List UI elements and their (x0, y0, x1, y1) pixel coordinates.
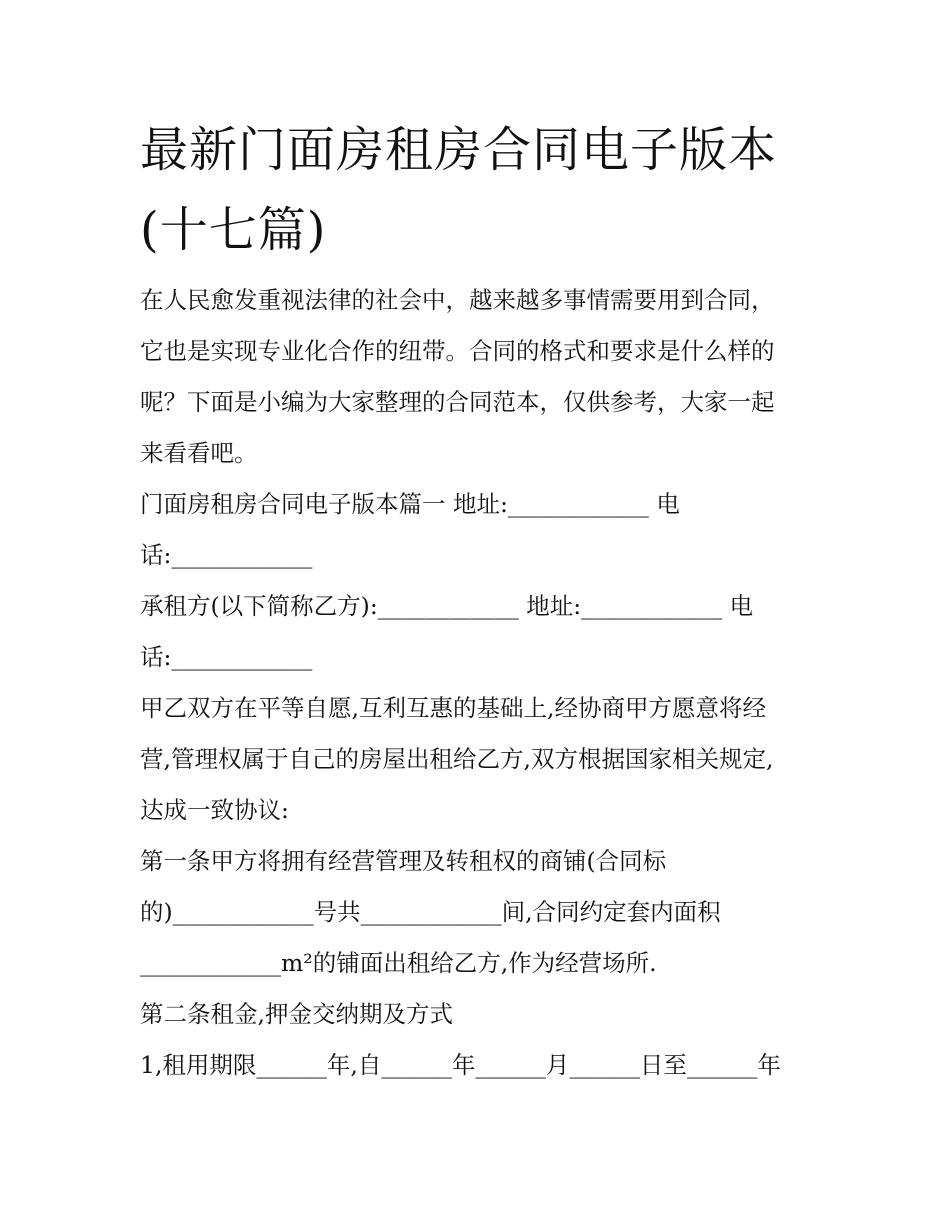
agreement-line-1: 甲乙双方在平等自愿,互利互惠的基础上,经协商甲方愿意将经 (140, 694, 766, 722)
lessee-phone-line: 话:____________ (140, 643, 313, 671)
article-1-line-2: 的)____________号共____________间,合同约定套内面积 (140, 898, 721, 926)
article-2-term-line: 1,租用期限______年,自______年______月______日至______年 (140, 1051, 781, 1079)
intro-line-4: 来看看吧。 (140, 439, 258, 467)
article-1-line-3: ____________m²的铺面出租给乙方,作为经营场所. (140, 949, 657, 977)
lessor-phone-line: 话:____________ (140, 541, 313, 569)
intro-line-3: 呢？下面是小编为大家整理的合同范本，仅供参考，大家一起 (140, 388, 775, 416)
agreement-line-2: 营,管理权属于自己的房屋出租给乙方,双方根据国家相关规定, (140, 745, 774, 773)
article-2-heading: 第二条租金,押金交纳期及方式 (140, 1000, 453, 1028)
intro-line-2: 它也是实现专业化合作的纽带。合同的格式和要求是什么样的 (140, 337, 775, 365)
article-1-line-1: 第一条甲方将拥有经营管理及转租权的商铺(合同标 (140, 847, 667, 875)
lessee-line: 承租方(以下简称乙方):____________ 地址:____________ 电 (140, 592, 754, 620)
agreement-line-3: 达成一致协议: (140, 796, 289, 824)
document-title: 最新门面房租房合同电子版本 (十七篇) (140, 122, 778, 258)
lessor-address-line: 门面房租房合同电子版本篇一 地址:____________ 电 (140, 490, 680, 518)
intro-line-1: 在人民愈发重视法律的社会中，越来越多事情需要用到合同， (140, 286, 775, 314)
